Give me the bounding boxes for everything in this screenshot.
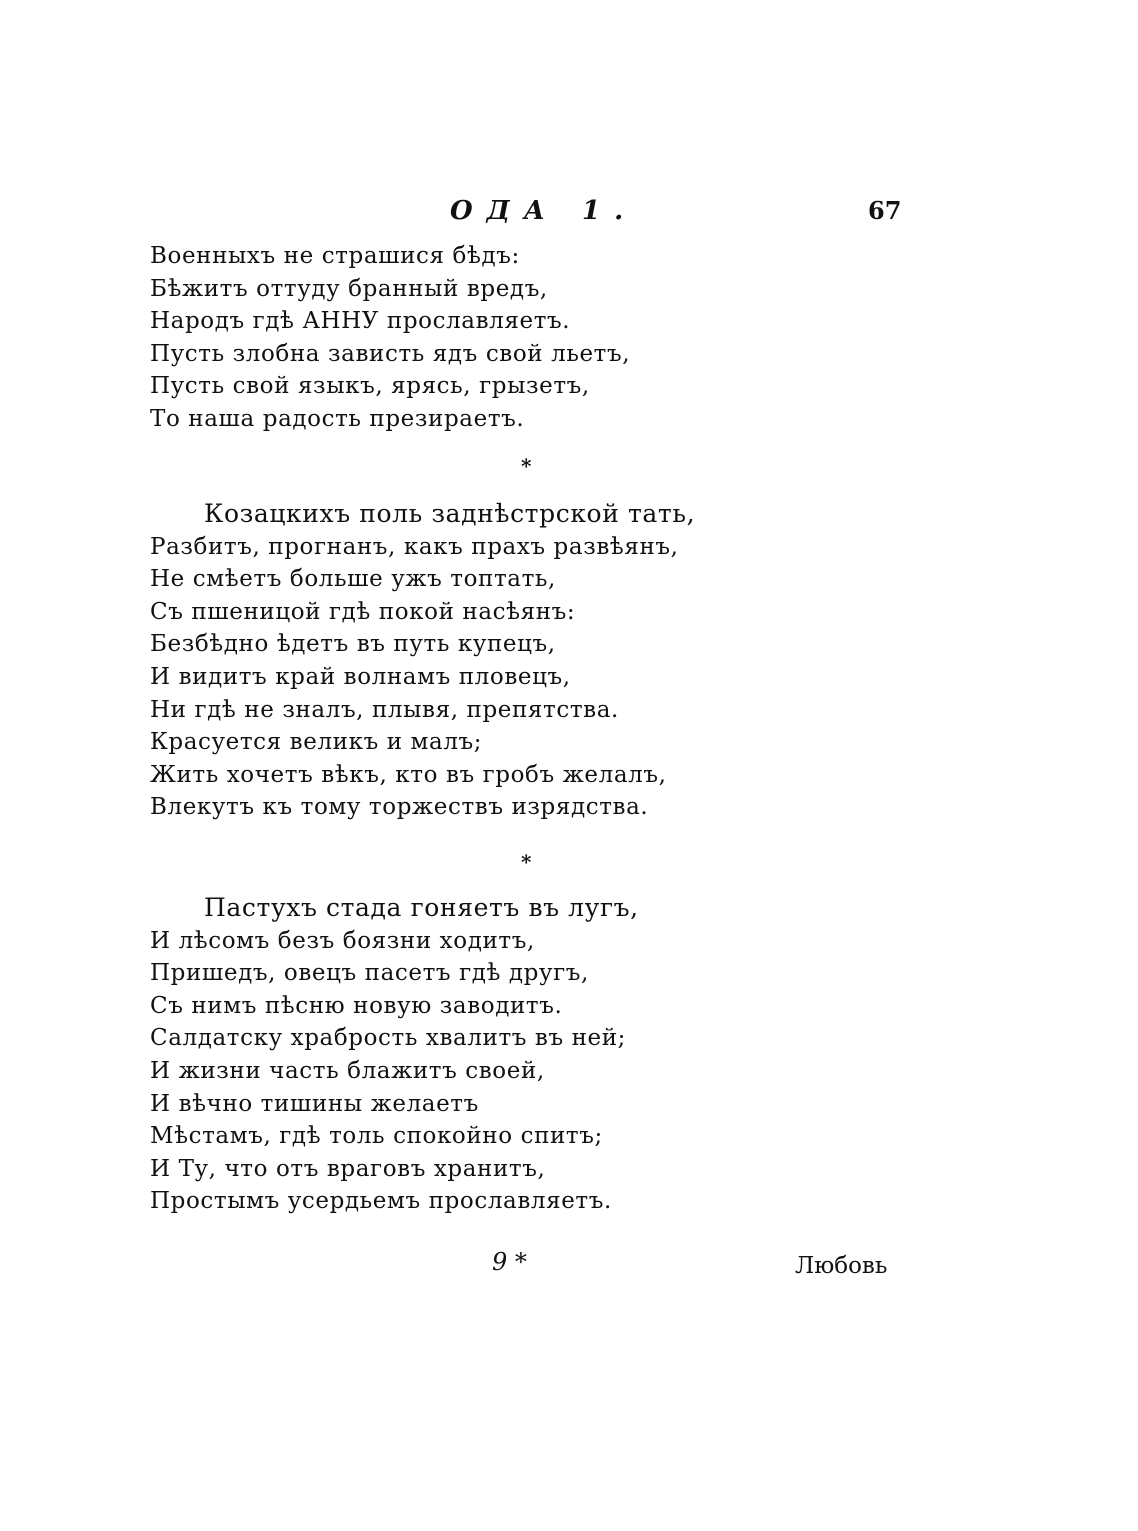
verse-line: Съ пшеницой гдѣ покой насѣянъ: bbox=[150, 598, 576, 625]
verse-line: Пусть свой языкъ, ярясь, грызетъ, bbox=[150, 373, 590, 400]
signature-mark: 9 * bbox=[492, 1248, 527, 1276]
verse-line: Разбитъ, прогнанъ, какъ прахъ развѣянъ, bbox=[150, 533, 679, 560]
verse-line: Не смѣетъ больше ужъ топтать, bbox=[150, 566, 556, 593]
stanza-separator: * bbox=[521, 454, 532, 478]
verse-line: Пришедъ, овецъ пасетъ гдѣ другъ, bbox=[150, 960, 589, 987]
page-number: 67 bbox=[868, 196, 902, 225]
verse-line: Пусть злобна зависть ядъ свой льетъ, bbox=[150, 340, 631, 367]
verse-line: Военныхъ не страшися бѣдъ: bbox=[150, 243, 520, 269]
verse-line: Влекутъ къ тому торжествъ изрядства. bbox=[150, 794, 649, 821]
verse-line: Жить хочетъ вѣкъ, кто въ гробъ желалъ, bbox=[150, 761, 667, 788]
verse-line: И Ту, что отъ враговъ хранитъ, bbox=[150, 1155, 546, 1182]
verse-line: И вѣчно тишины желаетъ bbox=[150, 1090, 479, 1117]
verse-line: Пастухъ стада гоняетъ въ лугъ, bbox=[204, 893, 639, 922]
verse-line: И видитъ край волнамъ пловецъ, bbox=[150, 663, 571, 690]
stanza-2 bbox=[150, 498, 750, 824]
verse-line: То наша радость презираетъ. bbox=[150, 405, 525, 432]
verse-line: Красуется великъ и малъ; bbox=[150, 729, 483, 756]
stanza-separator: * bbox=[521, 850, 532, 874]
verse-line: И жизни часть блажитъ своей, bbox=[150, 1057, 545, 1084]
verse-line: Мѣстамъ, гдѣ толь спокойно спитъ; bbox=[150, 1123, 603, 1150]
stanza-3 bbox=[150, 892, 750, 1218]
verse-line: Съ нимъ пѣсню новую заводитъ. bbox=[150, 992, 563, 1019]
verse-line: Народъ гдѣ АННУ прославляетъ. bbox=[150, 308, 571, 335]
stanza-1 bbox=[150, 240, 750, 436]
catchword: Любовь bbox=[795, 1253, 888, 1279]
verse-line: Салдатску храбрость хвалитъ въ ней; bbox=[150, 1025, 627, 1052]
running-title: ОДА 1. bbox=[450, 196, 638, 226]
verse-line: Козацкихъ поль заднѣстрской тать, bbox=[204, 499, 696, 528]
verse-line: Ни гдѣ не зналъ, плывя, препятства. bbox=[150, 696, 619, 723]
verse-line: Простымъ усердьемъ прославляетъ. bbox=[150, 1188, 612, 1215]
verse-line: Безбѣдно ѣдетъ въ путь купецъ, bbox=[150, 631, 556, 658]
verse-line: И лѣсомъ безъ боязни ходитъ, bbox=[150, 927, 535, 954]
verse-line: Бѣжитъ оттуду бранный вредъ, bbox=[150, 275, 548, 302]
